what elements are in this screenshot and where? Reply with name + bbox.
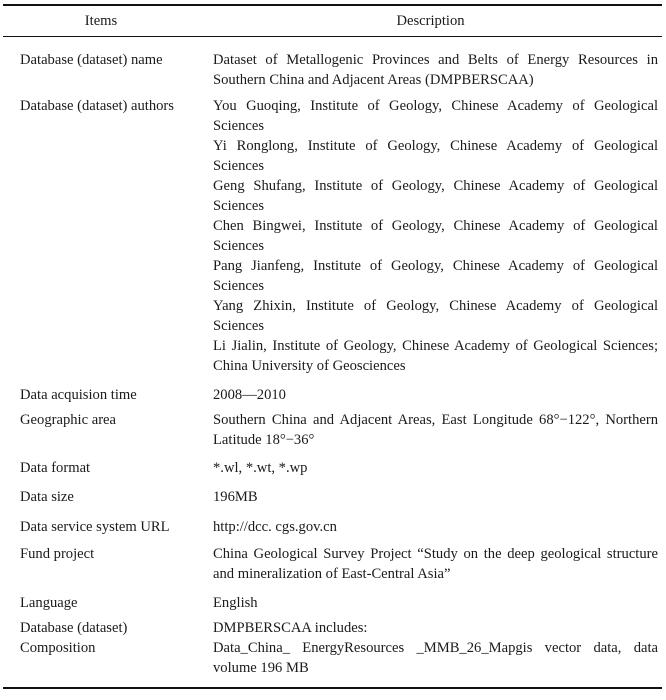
row-value: 196MB	[213, 489, 258, 505]
author-entry: Yang Zhixin, Institute of Geology, Chinese Academy of Geological Sciences	[213, 298, 658, 334]
row-value: http://dcc. cgs.gov.cn	[213, 519, 337, 535]
row-label	[3, 613, 199, 688]
row-label: Data acquision time	[20, 387, 137, 403]
row-value-line: Data_China_ EnergyResources _MMB_26_Mapgis vector data, data volume 196 MB	[213, 640, 658, 676]
author-entry: Li Jialin, Institute of Geology, Chinese Academy of Geological Sciences; China University of Geosciences	[213, 338, 658, 374]
row-value: English	[213, 595, 258, 611]
metadata-table-container	[3, 4, 662, 689]
table-row-service-url	[3, 507, 662, 537]
author-entry: Geng Shufang, Institute of Geology, Chinese Academy of Geological Sciences	[213, 178, 658, 214]
row-label: Data service system URL	[20, 519, 170, 535]
row-value-line: DMPBERSCAA includes:	[213, 620, 368, 636]
row-value: Southern China and Adjacent Areas, East Longitude 68°−122°, Northern Latitude 18°−36°	[213, 412, 658, 448]
author-entry: Chen Bingwei, Institute of Geology, Chinese Academy of Geological Sciences	[213, 218, 658, 254]
row-label: Data format	[20, 460, 91, 476]
author-entry: Pang Jianfeng, Institute of Geology, Chinese Academy of Geological Sciences	[213, 258, 658, 294]
table-row-composition	[3, 613, 662, 688]
author-entry: You Guoqing, Institute of Geology, Chinese Academy of Geological Sciences	[213, 98, 658, 134]
row-value	[199, 613, 662, 688]
table-row-geographic-area	[3, 405, 662, 450]
row-label: Language	[20, 595, 78, 611]
table-row-language	[3, 584, 662, 613]
row-label: Database (dataset) name	[20, 52, 163, 68]
table-row-dataset-name	[3, 37, 662, 91]
row-value: Dataset of Metallogenic Provinces and Belts of Energy Resources in Southern China and Adjacent Areas (DMPBERSCAA)	[213, 52, 658, 88]
authors-list	[199, 90, 662, 376]
table-row-fund-project	[3, 537, 662, 584]
table-row-authors	[3, 90, 662, 376]
description-column-header: Description	[396, 13, 465, 29]
table-row-data-size	[3, 478, 662, 507]
table-row-acquisition-time	[3, 376, 662, 405]
row-label: Database (dataset) authors	[20, 98, 174, 114]
row-value: China Geological Survey Project “Study on the deep geological structure and mineralization of East-Central Asia”	[213, 546, 658, 582]
row-value: *.wl, *.wt, *.wp	[213, 460, 308, 476]
table-header-row	[3, 5, 662, 37]
author-entry: Yi Ronglong, Institute of Geology, Chinese Academy of Geological Sciences	[213, 138, 658, 174]
row-value: 2008—2010	[213, 387, 286, 403]
row-label: Data size	[20, 489, 74, 505]
row-label: Fund project	[20, 546, 95, 562]
row-label: Geographic area	[20, 412, 117, 428]
row-label-line: Database (dataset)	[20, 620, 128, 636]
items-column-header: Items	[84, 13, 118, 29]
metadata-table	[3, 4, 662, 689]
row-label-line: Composition	[20, 640, 96, 656]
table-row-data-format	[3, 450, 662, 478]
